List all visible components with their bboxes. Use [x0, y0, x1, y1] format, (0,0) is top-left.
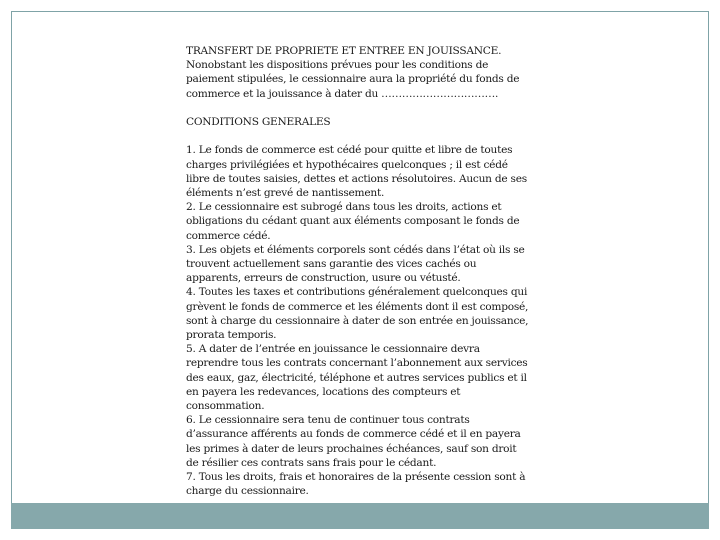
- condition-line: 3. Les objets et éléments corporels sont cédés dans l’état où ils se: [186, 243, 525, 256]
- condition-line: 7. Tous les droits, frais et honoraires de la présente cession sont à: [186, 471, 526, 484]
- condition-line: charge du cessionnaire.: [186, 485, 309, 498]
- condition-line: libre de toutes saisies, dettes et actions résolutoires. Aucun de ses: [186, 172, 527, 185]
- condition-line: trouvent actuellement sans garantie des vices cachés ou: [186, 258, 477, 271]
- condition-line: éléments n’est grevé de nantissement.: [186, 187, 385, 199]
- condition-line: des eaux, gaz, électricité, téléphone et autres services publics et il: [186, 371, 527, 384]
- condition-line: consommation.: [186, 400, 265, 413]
- condition-line: reprendre tous les contrats concernant l’abonnement aux services: [186, 357, 528, 370]
- footer-bar: [11, 503, 709, 529]
- conditions-list: [186, 143, 536, 498]
- paragraph-gap: [186, 101, 536, 115]
- condition-line: d’assurance afférents au fonds de commerce cédé et il en payera: [186, 428, 521, 441]
- condition-line: 6. Le cessionnaire sera tenu de continuer tous contrats: [186, 414, 470, 427]
- text-line: Nonobstant les dispositions prévues pour les conditions de: [186, 59, 489, 72]
- conditions-heading: CONDITIONS GENERALES: [186, 116, 331, 128]
- condition-line: 4. Toutes les taxes et contributions généralement quelconques qui: [186, 286, 528, 299]
- condition-line: les primes à dater de leurs prochaines échéances, sauf son droit: [186, 442, 517, 455]
- document-body: [186, 44, 536, 498]
- transfer-paragraph: [186, 44, 536, 101]
- condition-line: commerce cédé.: [186, 229, 271, 242]
- condition-line: 1. Le fonds de commerce est cédé pour quitte et libre de toutes: [186, 144, 513, 157]
- condition-line: obligations du cédant quant aux éléments composant le fonds de: [186, 215, 520, 228]
- condition-line: apparents, erreurs de construction, usure ou vétusté.: [186, 272, 461, 285]
- paragraph-gap: [186, 129, 536, 143]
- text-line: commerce et la jouissance à dater du …………………………….: [186, 87, 499, 100]
- condition-line: grèvent le fonds de commerce et les éléments dont il est composé,: [186, 300, 529, 313]
- condition-line: prorata temporis.: [186, 329, 277, 342]
- condition-line: charges privilégiées et hypothécaires quelconques ; il est cédé: [186, 158, 508, 171]
- condition-line: en payera les redevances, locations des compteurs et: [186, 385, 461, 398]
- text-line: paiement stipulées, le cessionnaire aura la propriété du fonds de: [186, 73, 520, 86]
- condition-line: 5. A dater de l’entrée en jouissance le cessionnaire devra: [186, 343, 480, 356]
- condition-line: de résilier ces contrats sans frais pour le cédant.: [186, 456, 437, 469]
- condition-line: 2. Le cessionnaire est subrogé dans tous les droits, actions et: [186, 201, 502, 214]
- transfer-heading-line: TRANSFERT DE PROPRIETE ET ENTREE EN JOUISSANCE.: [186, 45, 502, 57]
- condition-line: sont à charge du cessionnaire à dater de son entrée en jouissance,: [186, 314, 529, 327]
